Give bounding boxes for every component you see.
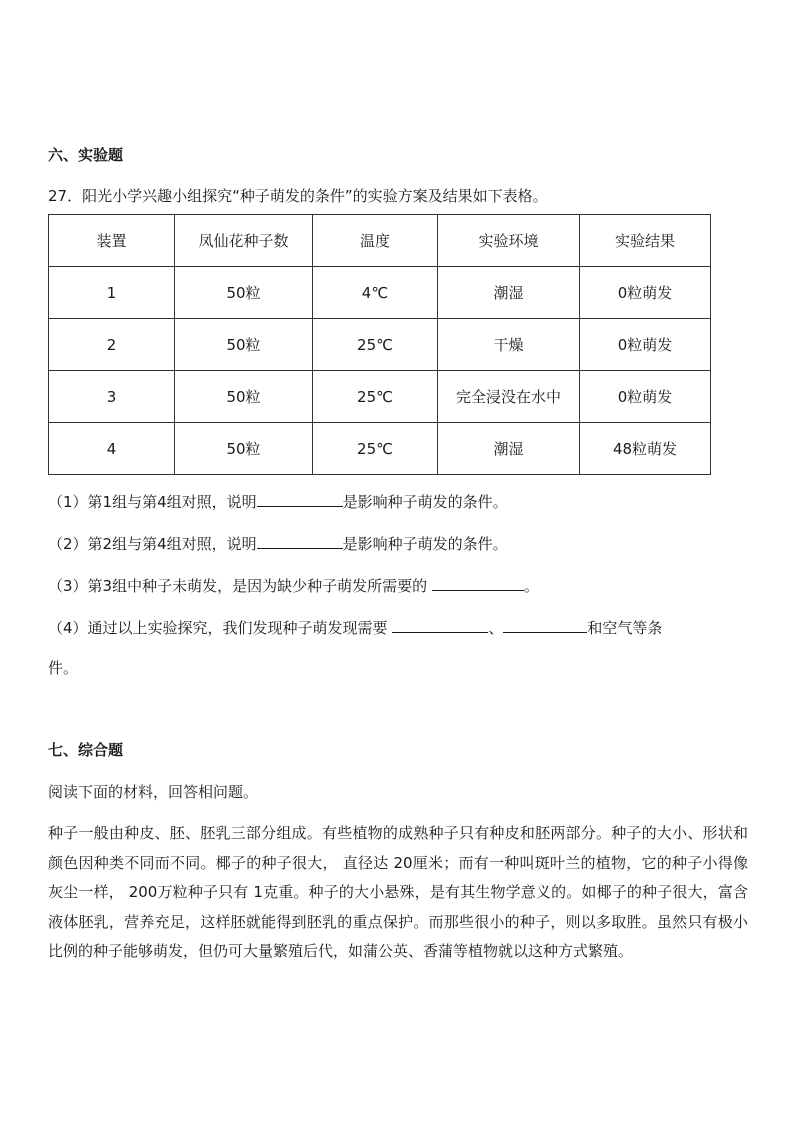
table-cell: 50粒 [175,371,313,423]
table-cell: 25℃ [313,423,438,475]
sub-question-3-tail: 。 [523,577,539,595]
sub-question-2-tail: 是影响种子萌发的条件。 [342,535,508,553]
reading-material: 种子一般由种皮、胚、胚乳三部分组成。有些植物的成熟种子只有种皮和胚两部分。种子的大小、形状和颜色因种类不同而不同。椰子的种子很大， 直径达 20厘米；而有一种叫斑叶兰的植物，它的种子小得像灰尘一样， 200万粒种子只有 1克重。种子的大小悬殊，是有其生物学意义的。如椰子的种子很大，富含液体胚乳，营养充足，这样胚就能得到胚乳的重点保护。而那些很小的种子，则以多取胜。虽然只有极小比例的种子能够萌发，但仍可大量繁殖后代，如蒲公英、香蒲等植物就以这种方式繁殖。 [48,824,748,961]
section-7-title: 七、综合题 [48,741,124,759]
table-row [49,319,711,371]
table-header-cell: 实验环境 [438,215,580,267]
answer-blank-2[interactable] [257,533,343,549]
sub-question-4-continuation: 件。 [48,659,79,677]
answer-blank-4b[interactable] [503,617,587,633]
sub-question-2-text: （2）第2组与第4组对照，说明 [48,535,257,553]
table-header-cell: 装置 [49,215,175,267]
table-cell: 25℃ [313,319,438,371]
table-cell: 48粒萌发 [580,423,711,475]
answer-blank-3[interactable] [432,575,524,591]
section-7-intro: 阅读下面的材料，回答相问题。 [48,783,259,801]
table-cell: 0粒萌发 [580,371,711,423]
table-row [49,371,711,423]
table-cell: 4℃ [313,267,438,319]
table-cell: 完全浸没在水中 [438,371,580,423]
sub-question-3 [48,575,539,596]
sub-question-1 [48,491,508,512]
table-cell: 1 [49,267,175,319]
question-27-intro: 27．阳光小学兴趣小组探究“种子萌发的条件”的实验方案及结果如下表格。 [48,187,548,205]
table-cell: 潮湿 [438,267,580,319]
answer-blank-4a[interactable] [392,617,488,633]
table-header-row [49,215,711,267]
sub-question-1-tail: 是影响种子萌发的条件。 [342,493,508,511]
table-cell: 4 [49,423,175,475]
table-header-cell: 温度 [313,215,438,267]
table-cell: 25℃ [313,371,438,423]
table-row [49,423,711,475]
sub-question-3-text: （3）第3组中种子未萌发，是因为缺少种子萌发所需要的 [48,577,432,595]
sub-question-4 [48,617,662,638]
answer-blank-1[interactable] [257,491,343,507]
sub-question-4-text: （4）通过以上实验探究，我们发现种子萌发现需要 [48,619,393,637]
table-cell: 50粒 [175,267,313,319]
table-cell: 3 [49,371,175,423]
experiment-table [48,214,711,475]
table-row [49,267,711,319]
table-header-cell: 实验结果 [580,215,711,267]
table-cell: 0粒萌发 [580,267,711,319]
table-cell: 50粒 [175,319,313,371]
table-cell: 干燥 [438,319,580,371]
table-cell: 50粒 [175,423,313,475]
table-cell: 潮湿 [438,423,580,475]
section-6-title: 六、实验题 [48,146,124,164]
sub-question-4-separator: 、 [488,619,504,637]
sub-question-1-text: （1）第1组与第4组对照，说明 [48,493,257,511]
table-header-cell: 凤仙花种子数 [175,215,313,267]
table-cell: 0粒萌发 [580,319,711,371]
table-cell: 2 [49,319,175,371]
sub-question-4-tail: 和空气等条 [587,619,663,637]
sub-question-2 [48,533,508,554]
